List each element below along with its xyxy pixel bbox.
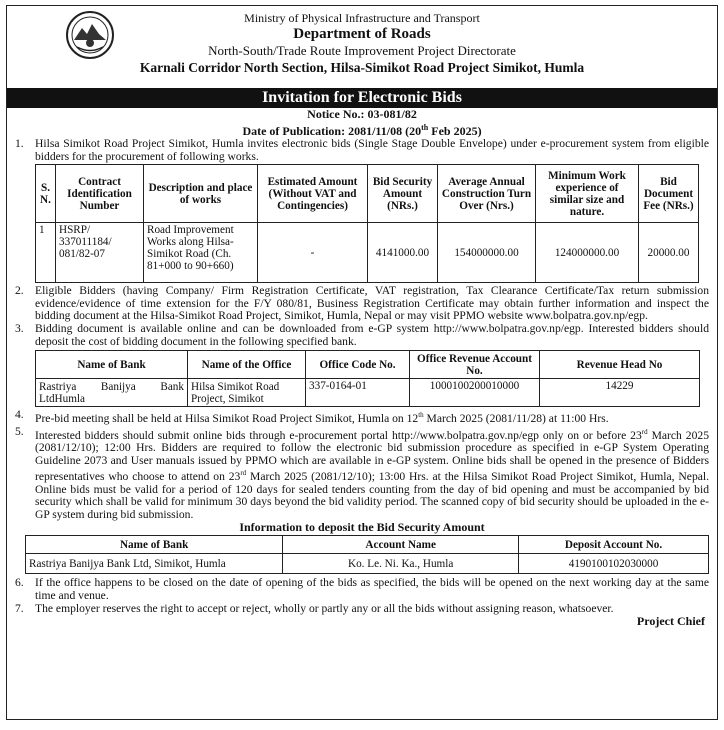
works-table-header: S. N. Contract Identification Number Description and place of works Estimated Amount (Without VAT and Contingencies) Bid Security Amount (NRs.) Average Annual Construction Turn Over (Nrs.) Minimum Work experience of similar size and nature. Bid Document Fee (NRs.): [36, 165, 699, 223]
bid-notice-page: [6, 5, 718, 720]
bank-table: [35, 350, 700, 407]
paragraph-5: 5. Interested bidders should submit online bids through e-procurement portal http://www.bolpatra.gov.np/egp only on or before 23rd March 2025 (2081/12/10); 12:00 Hrs. Bidders are required to follow the electronic bid submission procedure as specified in e-GP System Operating Guideline 2073 and User manuals issued by PPMO which are available in e-GP system. Online bids shall be opened in the presence of Bidders representatives who choose to attend on 23rd March 2025 (2081/12/10); 13:00 Hrs. at the Hilsa Simikot Road Project Simikot, Humla, Nepal. Online bids must be valid for a period of 120 days for sealed tenders counting from the day of bid opening and must be accompanied by bid security which shall be valid for minimum 30 days beyond the bid validity period. The scanned copy of bid security should be uploaded in the e-GP system during bid submission.: [15, 424, 710, 521]
table-row: Rastriya Banijya Bank LtdHumla Hilsa Simikot Road Project, Simikot 337-0164-01 1000100200010000 14229: [36, 379, 700, 407]
bank-table-header: Name of Bank Name of the Office Office Code No. Office Revenue Account No. Revenue Head No: [36, 351, 700, 379]
paragraph-4: 4. Pre-bid meeting shall be held at Hilsa Simikot Road Project Simikot, Humla on 12th March 2025 (2081/11/28) at 11:00 Hrs.: [15, 408, 609, 426]
government-emblem-icon: [65, 10, 115, 60]
works-table: [35, 164, 699, 283]
paragraph-2: 2. Eligible Bidders (having Company/ Firm Registration Certificate, VAT registration, Tax Clearance Certificate/Tax return submission evidence/evidence of time extension for the F/Y 080/81, Business Registration Certificate may obtain further information and inspect the bidding document at the Hilsa-Simikot Road Project, Simikot, Humla, Nepal or may visit PPMO website www.bolpatra.gov.np/egp.: [15, 284, 709, 323]
table-row: 1 HSRP/ 337011184/ 081/82-07 Road Improvement Works along Hilsa-Simikot Road (Ch. 81+000 to 90+660) - 4141000.00 154000000.00 124000000.00 20000.00: [36, 223, 699, 283]
project-name: Karnali Corridor North Section, Hilsa-Simikot Road Project Simikot, Humla: [139, 60, 585, 75]
paragraph-6: 6. If the office happens to be closed on the date of opening of the bids as specified, the bids will be opened on the next working day at the same time and venue.: [15, 576, 709, 603]
deposit-section-title: Information to deposit the Bid Security Amount: [239, 520, 485, 535]
publication-date: Date of Publication: 2081/11/08 (20th Feb 2025): [242, 123, 482, 138]
notice-number: Notice No.: 03-081/82: [307, 107, 417, 121]
signature: Project Chief: [636, 614, 705, 629]
paragraph-3: 3. Bidding document is available online and can be downloaded from e-GP system http://www.bolpatra.gov.np/egp. Interested bidders should deposit the cost of bidding document in the following specified bank.: [15, 321, 709, 348]
deposit-table: [25, 535, 709, 574]
ministry-name: Ministry of Physical Infrastructure and Transport: [244, 11, 480, 25]
notice-body: [7, 138, 717, 628]
header: [7, 6, 717, 88]
table-row: Rastriya Banijya Bank Ltd, Simikot, Humla Ko. Le. Ni. Ka., Humla 4190100102030000: [26, 554, 709, 574]
paragraph-7: 7. The employer reserves the right to accept or reject, wholly or partly any or all the bids without assigning reason, whatsoever.: [15, 601, 614, 615]
deposit-table-header: Name of Bank Account Name Deposit Account No.: [26, 536, 709, 554]
notice-title: Invitation for Electronic Bids: [7, 88, 717, 108]
directorate-name: North-South/Trade Route Improvement Project Directorate: [208, 43, 516, 58]
paragraph-1: 1. Hilsa Simikot Road Project Simikot, Humla invites electronic bids (Single Stage Double Envelope) under e-procurement system from eligible bidders for the procurement of following works.: [15, 137, 709, 163]
department-name: Department of Roads: [293, 26, 431, 42]
